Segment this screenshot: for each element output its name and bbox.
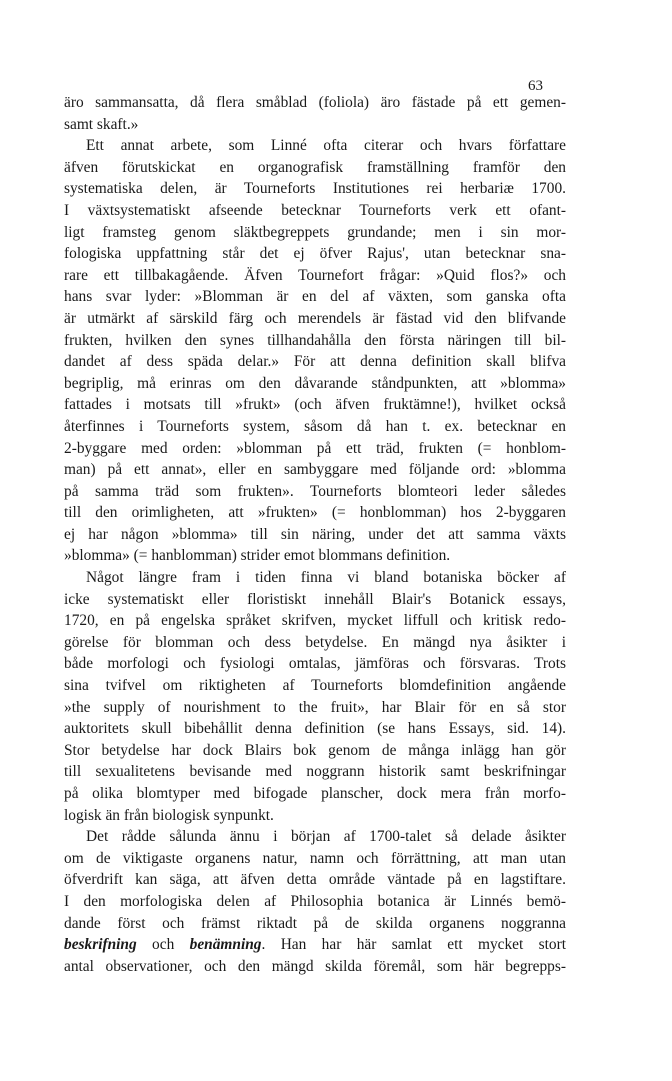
text-line: öfverdrift kan säga, att äfven detta område väntade på en lagstiftare. <box>64 871 566 889</box>
page-number: 63 <box>528 78 543 94</box>
text-line: dandet af dess späda delar.» För att denna definition skall blifva <box>64 353 566 371</box>
emphasized-term: benämning <box>189 936 262 954</box>
text-line: icke systematiskt eller floristiskt innehåll Blair's Botanick essays, <box>64 590 566 608</box>
text-line: Något längre fram i tiden finna vi bland botaniska böcker af <box>86 569 566 587</box>
text-line: samt skaft.» <box>64 115 139 133</box>
text-line: är utmärkt af särskild färg och merendels är fästad vid den blifvande <box>64 309 566 327</box>
text-line: fologiska uppfattning står det ej öfver Rajus', utan betecknar sna- <box>64 245 566 263</box>
text-line: hans svar lyder: »Blomman är en del af växten, som ganska ofta <box>64 288 566 306</box>
text-line: till den orimligheten, att »frukten» (= honblomman) hos 2-byggaren <box>64 504 566 522</box>
text-line: rare ett tillbakagående. Äfven Tournefort frågar: »Quid flos?» och <box>64 266 566 284</box>
text-segment: och <box>136 936 190 954</box>
text-line: på samma träd som frukten». Tourneforts blomteori leder således <box>64 482 566 500</box>
text-line: I växtsystematiskt afseende betecknar Tourneforts verk ett ofant- <box>64 201 566 219</box>
emphasized-term: beskrifning <box>64 936 137 954</box>
text-line: Ett annat arbete, som Linné ofta citerar och hvars författare <box>86 137 566 155</box>
text-line: till sexualitetens bevisande med noggrann historik samt beskrifningar <box>64 763 566 781</box>
text-line: äfven förutskickat en organografisk framställning framför den <box>64 158 566 176</box>
text-line: återfinnes i Tourneforts system, såsom då han t. ex. betecknar en <box>64 417 566 435</box>
text-line: 2-byggare med orden: »blomman på ett träd, frukten (= honblom- <box>64 439 566 457</box>
text-line: »the supply of nourishment to the fruit», har Blair för en så stor <box>64 698 566 716</box>
text-line: fattades i motsats till »frukt» (och äfven fruktämne!), hvilket också <box>64 396 566 414</box>
text-line: antal observationer, och den mängd skilda föremål, som här begrepps- <box>64 957 566 975</box>
text-line: Det rådde sålunda ännu i början af 1700-talet så delade åsikter <box>86 828 566 846</box>
text-line: sina tvifvel om riktigheten af Tourneforts blomdefinition angående <box>64 677 566 695</box>
text-line: både morfologi och fysiologi omtalas, jämföras och försvaras. Trots <box>64 655 566 673</box>
text-line: frukten, hvilken den synes tillhandahålla den första näringen till bil- <box>64 331 566 349</box>
text-line: ej har någon »blomma» till sin näring, under det att samma växts <box>64 525 566 543</box>
text-line: dande först och främst riktadt på de skilda organens noggranna <box>64 914 566 932</box>
body-text <box>64 92 566 977</box>
text-line: I den morfologiska delen af Philosophia botanica är Linnés bemö- <box>64 892 566 910</box>
text-line: auktoritets skull bibehållit denna definition (se hans Essays, sid. 14). <box>64 720 566 738</box>
text-line: görelse för blomman och dess betydelse. En mängd nya åsikter i <box>64 633 566 651</box>
text-line: 1720, en på engelska språket skrifven, mycket liffull och kritisk redo- <box>64 612 566 630</box>
text-line: på olika blomtyper med bifogade planscher, dock mera från morfo- <box>64 785 566 802</box>
text-line: systematiska delen, är Tourneforts Institutiones rei herbariæ 1700. <box>64 180 566 198</box>
text-line: begriplig, må erinras om den dåvarande ståndpunkten, att »blomma» <box>64 374 566 392</box>
text-line: om de viktigaste organens natur, namn och förrättning, att man utan <box>64 849 566 867</box>
text-line: man) på ett annat», eller en sambyggare med följande ord: »blomma <box>64 461 566 479</box>
text-line: Stor betydelse har dock Blairs bok genom de många inlägg han gör <box>64 741 566 759</box>
text-line: äro sammansatta, då flera småblad (foliola) äro fästade på ett gemen- <box>64 94 566 111</box>
text-line: logisk än från biologisk synpunkt. <box>64 806 274 824</box>
text-segment: . Han har här samlat ett mycket stort <box>261 936 566 954</box>
text-line: ligt framsteg genom släktbegreppets grundande; men i sin mor- <box>64 223 566 241</box>
text-line <box>64 934 566 956</box>
text-line: »blomma» (= hanblomman) strider emot blommans definition. <box>64 547 451 565</box>
